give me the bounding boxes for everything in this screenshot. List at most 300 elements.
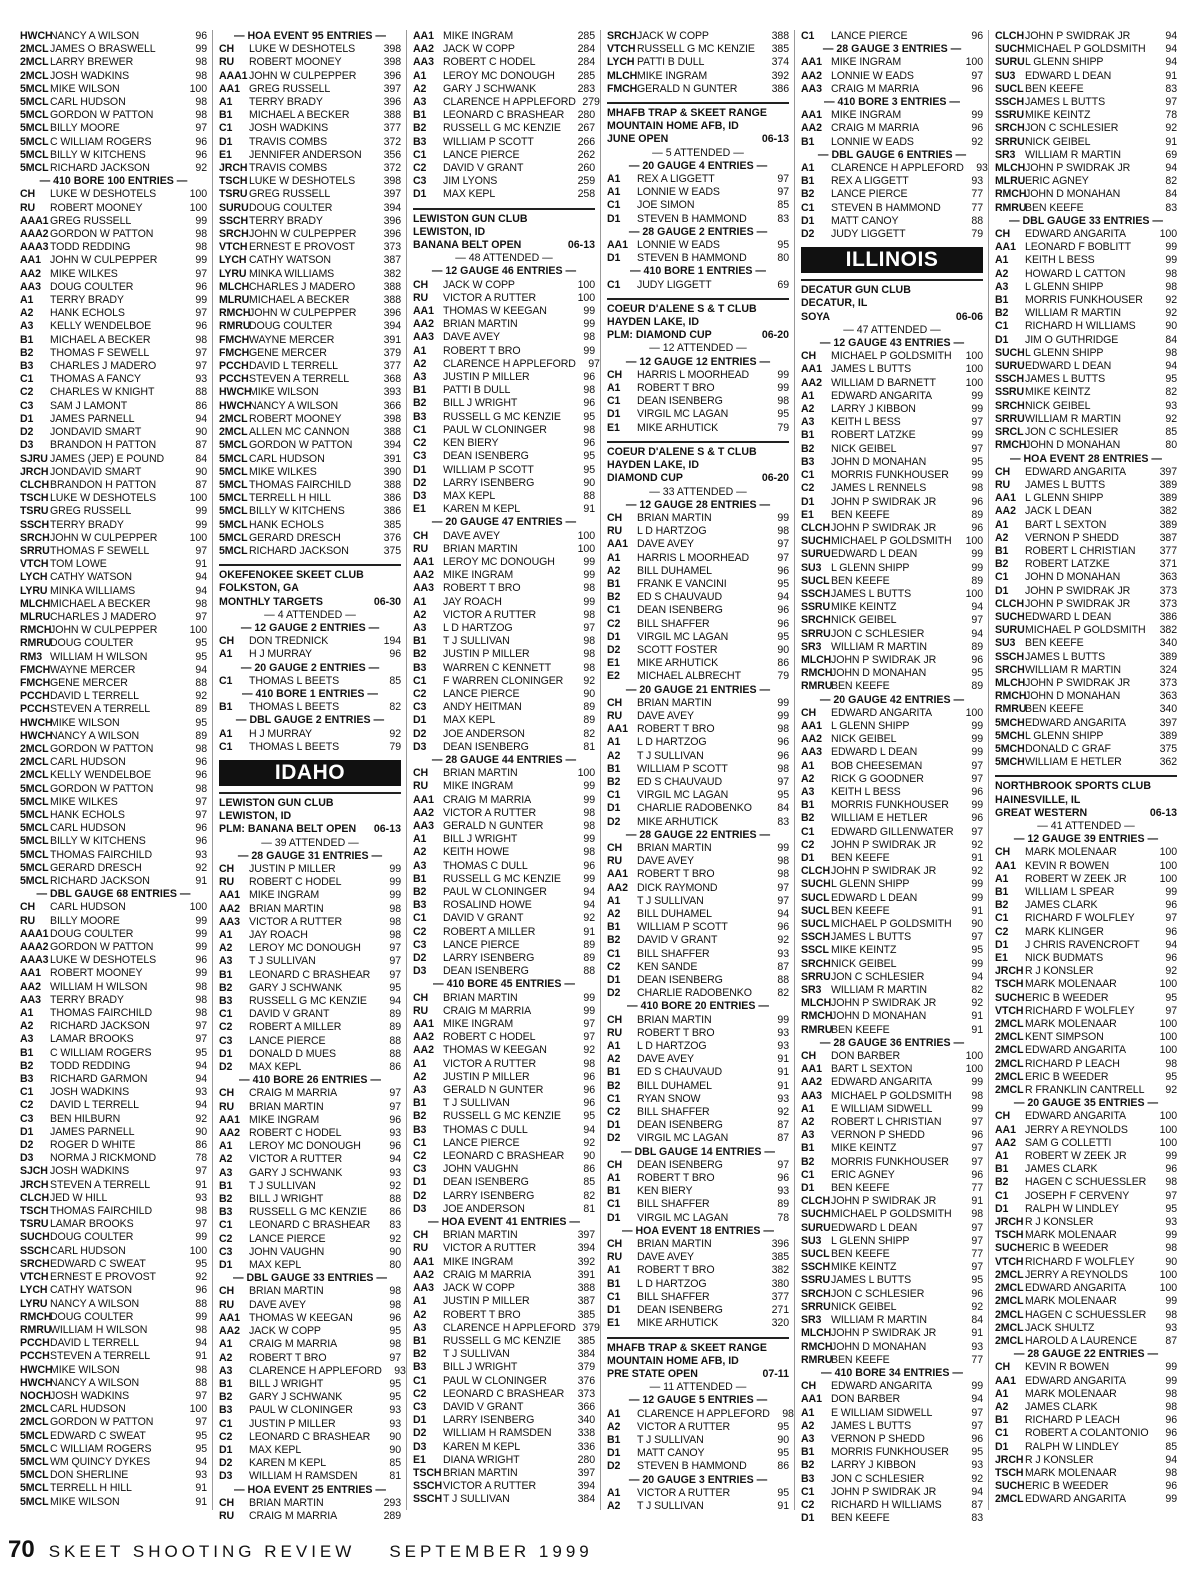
result-row: [607, 736, 789, 749]
event-header: — 28 GAUGE 22 ENTRIES —: [625, 828, 771, 841]
shooter-name: JOHN W CULPEPPER: [249, 307, 357, 320]
class-code: B1: [219, 968, 233, 981]
result-row: [219, 360, 401, 373]
shooter-name: LUKE W DESHOTELS: [50, 188, 157, 201]
shooter-name: VERNON P SHEDD: [831, 1129, 925, 1142]
result-row: [413, 1335, 595, 1348]
page-footer: [8, 1536, 708, 1566]
class-code: AA1: [219, 889, 240, 902]
shoot-name: JUNE OPEN: [607, 133, 669, 146]
shooter-name: TERRY BRADY: [50, 294, 124, 307]
class-code: A1: [413, 833, 427, 846]
result-row: [801, 1235, 983, 1248]
result-row: [413, 96, 600, 109]
result-row: [20, 149, 207, 162]
result-row: [801, 1512, 983, 1525]
class-code: AA3: [413, 1282, 434, 1295]
score: 84: [1165, 188, 1177, 201]
shooter-name: BILL J WRIGHT: [249, 1377, 324, 1390]
result-row: [995, 1242, 1177, 1255]
result-row: [995, 664, 1177, 677]
shooter-name: THOMAS L BEETS: [249, 674, 340, 687]
result-row: [413, 279, 595, 292]
result-row: [413, 741, 595, 754]
class-code: B3: [413, 135, 427, 148]
score: 100: [1159, 872, 1177, 885]
score: 69: [777, 278, 789, 291]
shoot-title: [413, 239, 595, 252]
score: 96: [389, 648, 401, 661]
shooter-name: BRIAN MARTIN: [637, 696, 712, 709]
score: 96: [583, 1084, 595, 1097]
result-row: [607, 855, 789, 868]
result-row: [413, 833, 595, 846]
result-row: [607, 382, 789, 395]
result-row: [995, 281, 1177, 294]
shooter-name: HARRIS L MOORHEAD: [637, 368, 750, 381]
class-code: CH: [607, 511, 623, 524]
score: 94: [971, 1485, 983, 1498]
shooter-name: LARRY J KIBBON: [831, 403, 916, 416]
score: 94: [195, 1337, 207, 1350]
score: 100: [1159, 1268, 1177, 1281]
score: 96: [971, 82, 983, 95]
class-code: C2: [413, 925, 427, 938]
result-row: [219, 162, 401, 175]
result-row: [20, 1443, 207, 1456]
score: 95: [1165, 1202, 1177, 1215]
score: 99: [971, 548, 983, 561]
result-row: [995, 1414, 1177, 1427]
score: 77: [971, 188, 983, 201]
score: 394: [383, 320, 401, 333]
shooter-name: JOHN D MONAHAN: [831, 1010, 927, 1023]
score: 99: [971, 109, 983, 122]
result-row: [801, 839, 983, 852]
shooter-name: BEN KEEFE: [831, 904, 890, 917]
result-row: [219, 70, 401, 83]
class-code: A1: [607, 1172, 621, 1185]
score: 97: [971, 772, 983, 785]
class-code: 2MCL: [20, 756, 49, 769]
result-row: [607, 279, 789, 292]
score: 86: [777, 657, 789, 670]
event-header: — 28 GAUGE 22 ENTRIES —: [1013, 1348, 1159, 1361]
event-header: — 20 GAUGE 47 ENTRIES —: [431, 516, 577, 529]
score: 324: [1159, 663, 1177, 676]
score: 94: [971, 627, 983, 640]
shooter-name: GERALD N GUNTER: [443, 819, 544, 832]
score: 97: [195, 1389, 207, 1402]
result-row: [995, 1018, 1177, 1031]
class-code: C1: [219, 1417, 233, 1430]
result-row: [413, 899, 595, 912]
result-row: [607, 1066, 789, 1079]
score: 98: [1165, 1242, 1177, 1255]
result-row: [219, 1259, 401, 1272]
class-code: CH: [995, 465, 1011, 478]
shooter-name: BILL DUHAMEL: [637, 564, 712, 577]
result-row: [995, 373, 1177, 386]
shooter-name: MARK MOLENAAR: [1025, 1387, 1117, 1400]
score: 97: [1165, 1004, 1177, 1017]
class-code: AA3: [219, 915, 240, 928]
result-row: [20, 519, 207, 532]
result-row: [219, 228, 401, 241]
result-row: [801, 509, 983, 522]
result-row: [801, 1169, 983, 1182]
class-code: RMRU: [219, 320, 251, 333]
class-code: CH: [995, 846, 1011, 859]
shoot-title: [801, 311, 983, 324]
score: 94: [583, 886, 595, 898]
result-row: [219, 635, 401, 648]
shooter-name: WILLIAM E HETLER: [831, 812, 928, 825]
class-code: A2: [607, 749, 621, 762]
class-code: SR3: [801, 1314, 822, 1327]
result-row: [607, 525, 789, 538]
class-code: D1: [607, 974, 621, 987]
event-header: — 12 GAUGE 46 ENTRIES —: [431, 265, 577, 278]
shooter-name: MICHAEL P GOLDSMITH: [1025, 624, 1146, 637]
result-row: [413, 1058, 595, 1071]
result-row: [995, 228, 1177, 241]
shooter-name: EDWARD GILLENWATER: [831, 825, 954, 838]
result-row: [995, 1388, 1177, 1401]
result-row: [413, 543, 595, 556]
result-row: [20, 453, 207, 466]
score: 96: [971, 1168, 983, 1181]
class-code: B3: [413, 410, 427, 423]
shooter-name: ROBERT MOONEY: [50, 967, 143, 980]
class-code: A3: [413, 1321, 427, 1334]
class-code: A1: [413, 1057, 427, 1070]
score: 84: [777, 802, 789, 815]
score: 89: [583, 701, 595, 714]
score: 97: [1165, 96, 1177, 109]
result-row: [607, 895, 789, 908]
class-code: D2: [413, 952, 427, 965]
score: 97: [971, 1234, 983, 1247]
result-row: [995, 1005, 1177, 1018]
class-code: JRCH: [995, 965, 1024, 978]
shooter-name: LEROY MC DONOUGH: [249, 942, 361, 955]
class-code: AA2: [995, 505, 1016, 518]
score: 95: [195, 1442, 207, 1455]
score: 85: [583, 1176, 595, 1189]
score: 93: [971, 1459, 983, 1472]
class-code: C2: [413, 162, 427, 175]
score: 93: [777, 1040, 789, 1053]
shooter-name: MARK MOLENAAR: [1025, 1229, 1117, 1242]
shooter-name: GERARD DRESCH: [50, 861, 142, 874]
result-row: [607, 710, 789, 723]
result-row: [801, 733, 983, 746]
shooter-name: STEVEN A TERRELL: [50, 1350, 151, 1363]
class-code: AA1: [413, 793, 434, 806]
class-code: A2: [413, 608, 427, 621]
class-code: 5MCL: [20, 122, 49, 135]
score: 100: [965, 56, 983, 69]
shooter-name: CLARENCE H APPLEFORD: [443, 96, 576, 109]
class-code: SRRU: [995, 135, 1025, 148]
class-code: D1: [607, 212, 621, 225]
class-code: CLCH: [995, 597, 1025, 610]
shooter-name: MARK MOLENAAR: [1025, 1466, 1117, 1479]
shooter-name: WILLIAM R MARTIN: [1025, 148, 1121, 161]
class-code: B1: [607, 577, 621, 590]
class-code: RMRU: [20, 1323, 52, 1336]
result-row: [995, 1441, 1177, 1454]
score: 97: [195, 307, 207, 320]
class-code: AA3: [413, 331, 434, 344]
score: 90: [1165, 1255, 1177, 1268]
class-code: AA1: [20, 967, 41, 980]
score: 98: [583, 635, 595, 648]
shooter-name: MIKE KEINTZ: [831, 1261, 897, 1274]
shooter-name: RICHARD F WOLFLEY: [1025, 912, 1135, 925]
attendance: — 5 ATTENDED —: [652, 146, 744, 159]
score: 95: [971, 944, 983, 957]
shooter-name: ERNEST E PROVOST: [249, 241, 355, 254]
shoot-date: 06-13: [1149, 806, 1177, 819]
result-row: [995, 677, 1177, 690]
result-row: [801, 496, 983, 509]
score: 96: [583, 1070, 595, 1083]
score: 99: [777, 511, 789, 524]
result-row: [413, 886, 595, 899]
result-row: [20, 1152, 207, 1165]
score: 95: [777, 789, 789, 802]
shooter-name: H J MURRAY: [249, 727, 312, 740]
result-row: [219, 1352, 401, 1365]
result-row: [995, 505, 1177, 518]
shooter-name: BEN KEEFE: [1025, 703, 1084, 716]
shooter-name: L GLENN SHIPP: [831, 1234, 910, 1247]
class-code: AAA2: [20, 228, 49, 241]
score: 98: [195, 597, 207, 610]
class-code: LYCH: [20, 571, 48, 584]
event-header: — DBL GAUGE 33 ENTRIES —: [232, 1272, 388, 1285]
score: 100: [965, 535, 983, 548]
score: 92: [1165, 122, 1177, 135]
shooter-name: EDWARD C SWEAT: [50, 1257, 146, 1270]
score: 90: [195, 426, 207, 439]
event-header: — 20 GAUGE 21 ENTRIES —: [625, 683, 771, 696]
score: 86: [195, 399, 207, 412]
score: 340: [577, 1414, 595, 1427]
score: 382: [1159, 624, 1177, 637]
class-code: RU: [219, 1100, 235, 1113]
shooter-name: ROBERT A MILLER: [249, 1021, 342, 1034]
class-code: RMCH: [801, 1010, 833, 1023]
class-code: SUCH: [995, 43, 1025, 56]
shooter-name: MIKE INGRAM: [637, 69, 708, 82]
class-code: SSCH: [20, 1244, 50, 1257]
score: 91: [1165, 135, 1177, 148]
score: 95: [777, 577, 789, 590]
shooter-name: CRAIG M MARRIA: [443, 793, 532, 806]
shooter-name: DAVE AVEY: [637, 1251, 694, 1264]
class-code: VTCH: [219, 241, 248, 254]
result-row: [219, 254, 401, 267]
shooter-name: KEN BIERY: [443, 437, 499, 450]
score: 394: [383, 439, 401, 452]
shooter-name: THOMAS L BEETS: [249, 701, 340, 714]
class-code: D2: [801, 228, 815, 241]
result-row: [219, 347, 401, 360]
result-row: [20, 413, 207, 426]
result-row: [995, 96, 1177, 109]
score: 95: [777, 239, 789, 252]
class-code: SSCH: [995, 650, 1025, 663]
shooter-name: VIRGIL MC LAGAN: [637, 1211, 729, 1224]
score: 99: [971, 878, 983, 891]
class-code: CH: [801, 1050, 817, 1063]
class-code: B1: [801, 1142, 815, 1155]
score: 384: [577, 1493, 595, 1506]
score: 96: [971, 653, 983, 666]
result-row: [20, 1377, 207, 1390]
score: 80: [1165, 439, 1177, 452]
result-row: [607, 961, 789, 974]
result-row: [20, 558, 207, 571]
result-row: [995, 188, 1177, 201]
class-code: MLCH: [607, 69, 638, 82]
result-row: [219, 741, 401, 754]
class-code: A2: [995, 531, 1009, 544]
result-row: [607, 1251, 789, 1264]
score: 96: [1165, 899, 1177, 912]
shooter-name: STEVEN A TERRELL: [249, 373, 350, 386]
score: 271: [771, 1304, 789, 1317]
event-header: — HOA EVENT 18 ENTRIES —: [621, 1224, 775, 1237]
shooter-name: JUSTIN P MILLER: [443, 648, 530, 661]
shooter-name: PATTI B DULL: [443, 384, 511, 397]
score: 99: [195, 43, 207, 56]
result-row: [801, 865, 983, 878]
shooter-name: MARK MOLENAAR: [1025, 1018, 1117, 1031]
result-row: [995, 294, 1177, 307]
result-row: [20, 545, 207, 558]
score: 95: [195, 1046, 207, 1059]
class-code: AA2: [607, 881, 628, 894]
score: 99: [971, 719, 983, 732]
score: 91: [195, 1495, 207, 1508]
shooter-name: JOHN P SWIDRAK JR: [831, 838, 937, 851]
score: 375: [383, 544, 401, 557]
score: 97: [971, 1221, 983, 1234]
class-code: B2: [413, 122, 427, 135]
result-row: [219, 1180, 401, 1193]
class-code: C1: [607, 1092, 621, 1105]
class-code: C3: [20, 399, 34, 412]
shooter-name: CLARENCE H APPLEFORD: [637, 1407, 770, 1420]
result-row: [607, 1238, 789, 1251]
class-code: RMCH: [20, 624, 52, 637]
shooter-name: GREG RUSSELL: [50, 505, 132, 518]
shooter-name: GREG RUSSELL: [249, 82, 331, 95]
score: 83: [1165, 201, 1177, 214]
results-column: [794, 30, 988, 1525]
shooter-name: JOHN P SWIDRAK JR: [1025, 676, 1131, 689]
result-row: [607, 239, 789, 252]
score: 100: [1159, 846, 1177, 859]
shooter-name: EDWARD L DEAN: [831, 891, 918, 904]
score: 98: [195, 228, 207, 241]
score: 375: [1159, 742, 1177, 755]
result-row: [20, 585, 207, 598]
result-row: [219, 532, 401, 545]
score: 89: [583, 938, 595, 951]
score: 100: [965, 587, 983, 600]
class-code: A1: [995, 1150, 1009, 1163]
result-row: [413, 1137, 595, 1150]
shooter-name: NICK GEIBEL: [831, 442, 897, 455]
score: 84: [1165, 333, 1177, 346]
score: 100: [577, 767, 595, 780]
result-row: [413, 56, 595, 69]
class-code: SUCH: [801, 535, 831, 548]
class-code: SRRU: [801, 1300, 831, 1313]
class-code: C1: [607, 395, 621, 408]
shooter-name: RICHARD H WILLIAMS: [1025, 320, 1136, 333]
class-code: TSRU: [20, 1218, 49, 1231]
score: 380: [771, 1277, 789, 1290]
result-row: [219, 202, 401, 215]
shooter-name: NICK GEIBEL: [831, 1300, 897, 1313]
result-row: [20, 756, 207, 769]
attendance: — 39 ATTENDED —: [261, 836, 359, 849]
score: 285: [577, 69, 595, 82]
result-row: [801, 918, 983, 931]
shooter-name: JACK W COPP: [249, 1325, 321, 1338]
shooter-name: JAY ROACH: [249, 929, 308, 941]
result-row: [20, 1311, 207, 1324]
result-row: [413, 1110, 595, 1123]
shooter-name: L D HARTZOG: [637, 736, 707, 749]
class-code: HWCH: [20, 1376, 53, 1389]
shooter-name: MICHAEL A BECKER: [50, 333, 151, 346]
result-row: [20, 1364, 207, 1377]
class-code: RU: [413, 542, 429, 555]
class-code: D2: [413, 727, 427, 740]
result-row: [20, 743, 207, 756]
result-row: [219, 307, 401, 320]
shooter-name: L D HARTZOG: [637, 1040, 707, 1053]
class-code: 2MCL: [219, 412, 248, 425]
shooter-name: JOHN W CULPEPPER: [50, 531, 158, 544]
score: 98: [195, 109, 207, 122]
shooter-name: BART L SEXTON: [831, 1063, 913, 1076]
score: 87: [777, 960, 789, 973]
class-code: RU: [995, 478, 1011, 491]
result-row: [413, 490, 595, 503]
class-code: 5MCL: [20, 96, 49, 109]
shooter-name: TERRY BRADY: [50, 518, 124, 531]
club-location: HAINESVILLE, IL: [995, 793, 1081, 806]
class-code: SRCH: [219, 228, 249, 241]
score: 87: [195, 478, 207, 491]
result-row: [20, 1179, 207, 1192]
shooter-name: LARRY ISENBERG: [443, 476, 535, 489]
class-code: AA2: [413, 1268, 434, 1281]
shooter-name: ROBERT MOONEY: [249, 412, 342, 425]
score: 97: [971, 1155, 983, 1168]
shooter-name: STEVEN B HAMMOND: [637, 212, 747, 225]
class-code: LYRU: [20, 1297, 48, 1310]
shooter-name: ROBERT C HODEL: [249, 876, 342, 889]
